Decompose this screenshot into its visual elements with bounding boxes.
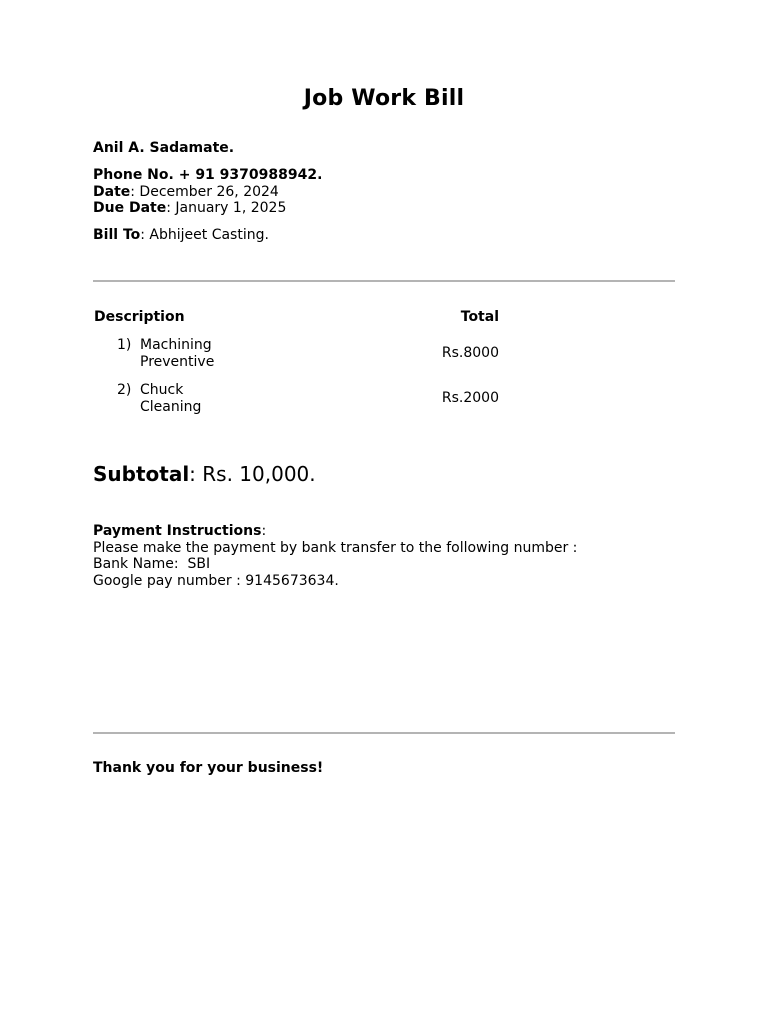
total-header: Total: [460, 309, 499, 325]
payment-line-1: Please make the payment by bank transfer to the following number :: [93, 540, 578, 556]
phone-label: Phone No. + 91 9370988942.: [93, 167, 323, 183]
date-line: [93, 184, 279, 201]
bill-to-line: [93, 227, 269, 244]
item-description: [140, 382, 340, 416]
item-description-line: Chuck: [140, 382, 184, 398]
item-description: [140, 337, 340, 371]
subtotal: [93, 461, 316, 487]
item-number: 1): [117, 337, 132, 353]
bill-to-separator: :: [140, 227, 145, 243]
item-description-line: Machining: [140, 337, 212, 353]
due-date-separator: :: [166, 200, 171, 216]
item-description-line: Cleaning: [140, 399, 202, 415]
item-total: Rs.8000: [441, 345, 499, 361]
date-label: Date: [93, 184, 131, 200]
bill-to-value: Abhijeet Casting.: [144, 227, 269, 243]
item-total: Rs.2000: [441, 390, 499, 406]
bill-to-label: Bill To: [93, 227, 141, 243]
payment-line-3: Google pay number : 9145673634.: [93, 573, 339, 589]
description-header: Description: [94, 309, 185, 325]
due-date-label: Due Date: [93, 200, 167, 216]
payment-heading-suffix: :: [261, 523, 267, 539]
subtotal-value: : Rs. 10,000.: [189, 462, 316, 486]
thank-you-note: Thank you for your business!: [93, 760, 324, 776]
date-separator: :: [130, 184, 135, 200]
due-date-line: [93, 200, 286, 217]
sender-name: Anil A. Sadamate.: [93, 140, 235, 156]
payment-line-2: Bank Name: SBI: [93, 556, 211, 572]
item-number: 2): [117, 382, 132, 398]
top-divider: [93, 280, 675, 282]
page-title: Job Work Bill: [303, 86, 465, 111]
payment-heading: [93, 523, 266, 540]
due-date-value: January 1, 2025: [170, 200, 287, 216]
phone-line: [93, 167, 322, 184]
payment-heading-label: Payment Instructions: [93, 523, 262, 539]
subtotal-label: Subtotal: [93, 462, 190, 486]
item-description-line: Preventive: [140, 354, 215, 370]
bottom-divider: [93, 732, 675, 734]
date-value: December 26, 2024: [134, 184, 279, 200]
